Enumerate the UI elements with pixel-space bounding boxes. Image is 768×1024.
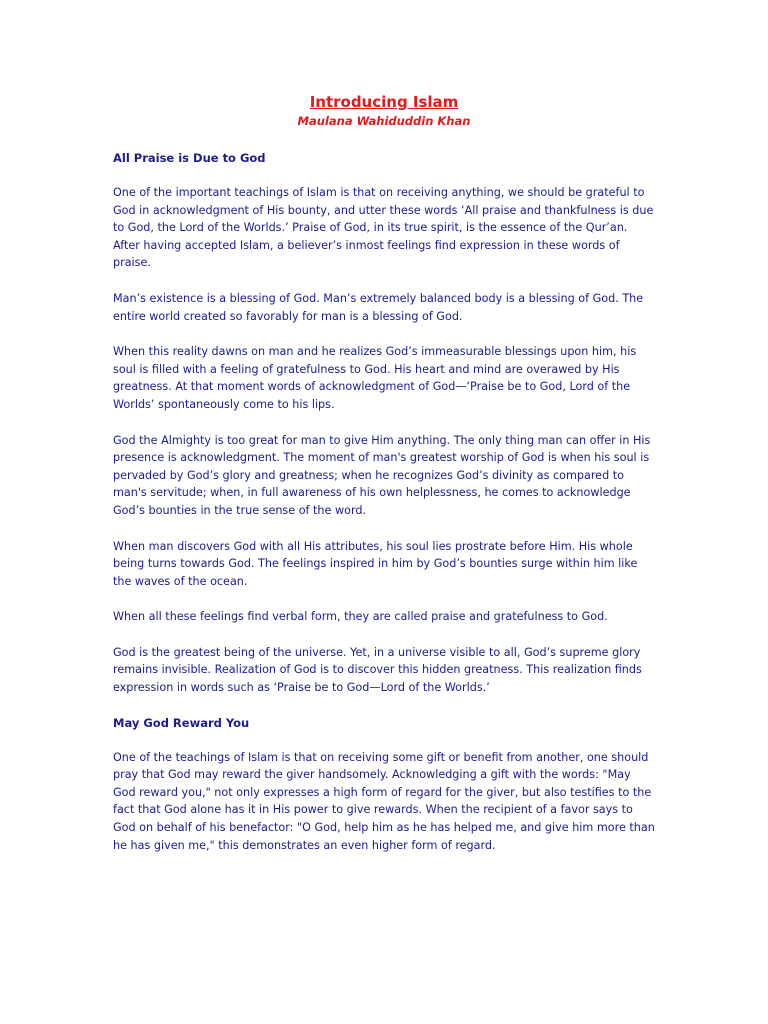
paragraph: When all these feelings find verbal form, they are called praise and gratefulness to God. [113,610,608,624]
paragraph: When man discovers God with all His attributes, his soul lies prostrate before Him. His whole being turns towards God. The feelings inspired in him by God’s bounties surge within him like the waves of the ocean. [113,539,638,588]
paragraph: One of the teachings of Islam is that on receiving some gift or benefit from another, one should pray that God may reward the giver handsomely. Acknowledging a gift with the words: "May God reward you," not only expresses a high form of regard for the giver, but also testifies to the fact that God alone has it in His power to give rewards. When the recipient of a favor says to God on behalf of his benefactor: "O God, help him as he has helped me, and give him more than he has given me," this demonstrates an even higher form of regard. [113,750,655,852]
paragraph: One of the important teachings of Islam is that on receiving anything, we should be grateful to God in acknowledgment of His bounty, and utter these words ‘All praise and thankfulness is due to God, the Lord of the Worlds.’ Praise of God, in its true spirit, is the essence of the Qur’an. After having accepted Islam, a believer’s inmost feelings find expression in these words of praise. [113,186,654,270]
document-page [113,92,655,854]
paragraph: God the Almighty is too great for man to give Him anything. The only thing man can offer in His presence is acknowledgment. The moment of man's greatest worship of God is when his soul is pervaded by God’s glory and greatness; when he recognizes God’s divinity as compared to man's servitude; when, in full awareness of his own helplessness, he comes to acknowledge God’s bounties in the true sense of the word. [113,433,651,517]
document-title: Introducing Islam [309,93,459,111]
section-heading: All Praise is Due to God [113,151,266,165]
document-author: Maulana Wahiduddin Khan [297,114,471,128]
paragraph: Man’s existence is a blessing of God. Man’s extremely balanced body is a blessing of God. The entire world created so favorably for man is a blessing of God. [113,291,644,323]
paragraph: God is the greatest being of the universe. Yet, in a universe visible to all, God’s supreme glory remains invisible. Realization of God is to discover this hidden greatness. This realization finds expression in words such as ‘Praise be to God—Lord of the Worlds.’ [113,645,642,695]
section-heading: May God Reward You [113,715,250,730]
paragraph: When this reality dawns on man and he realizes God’s immeasurable blessings upon him, his soul is filled with a feeling of gratefulness to God. His heart and mind are overawed by His greatness. At that moment words of acknowledgment of God—‘Praise be to God, Lord of the Worlds’ spontaneously come to his lips. [113,345,637,411]
